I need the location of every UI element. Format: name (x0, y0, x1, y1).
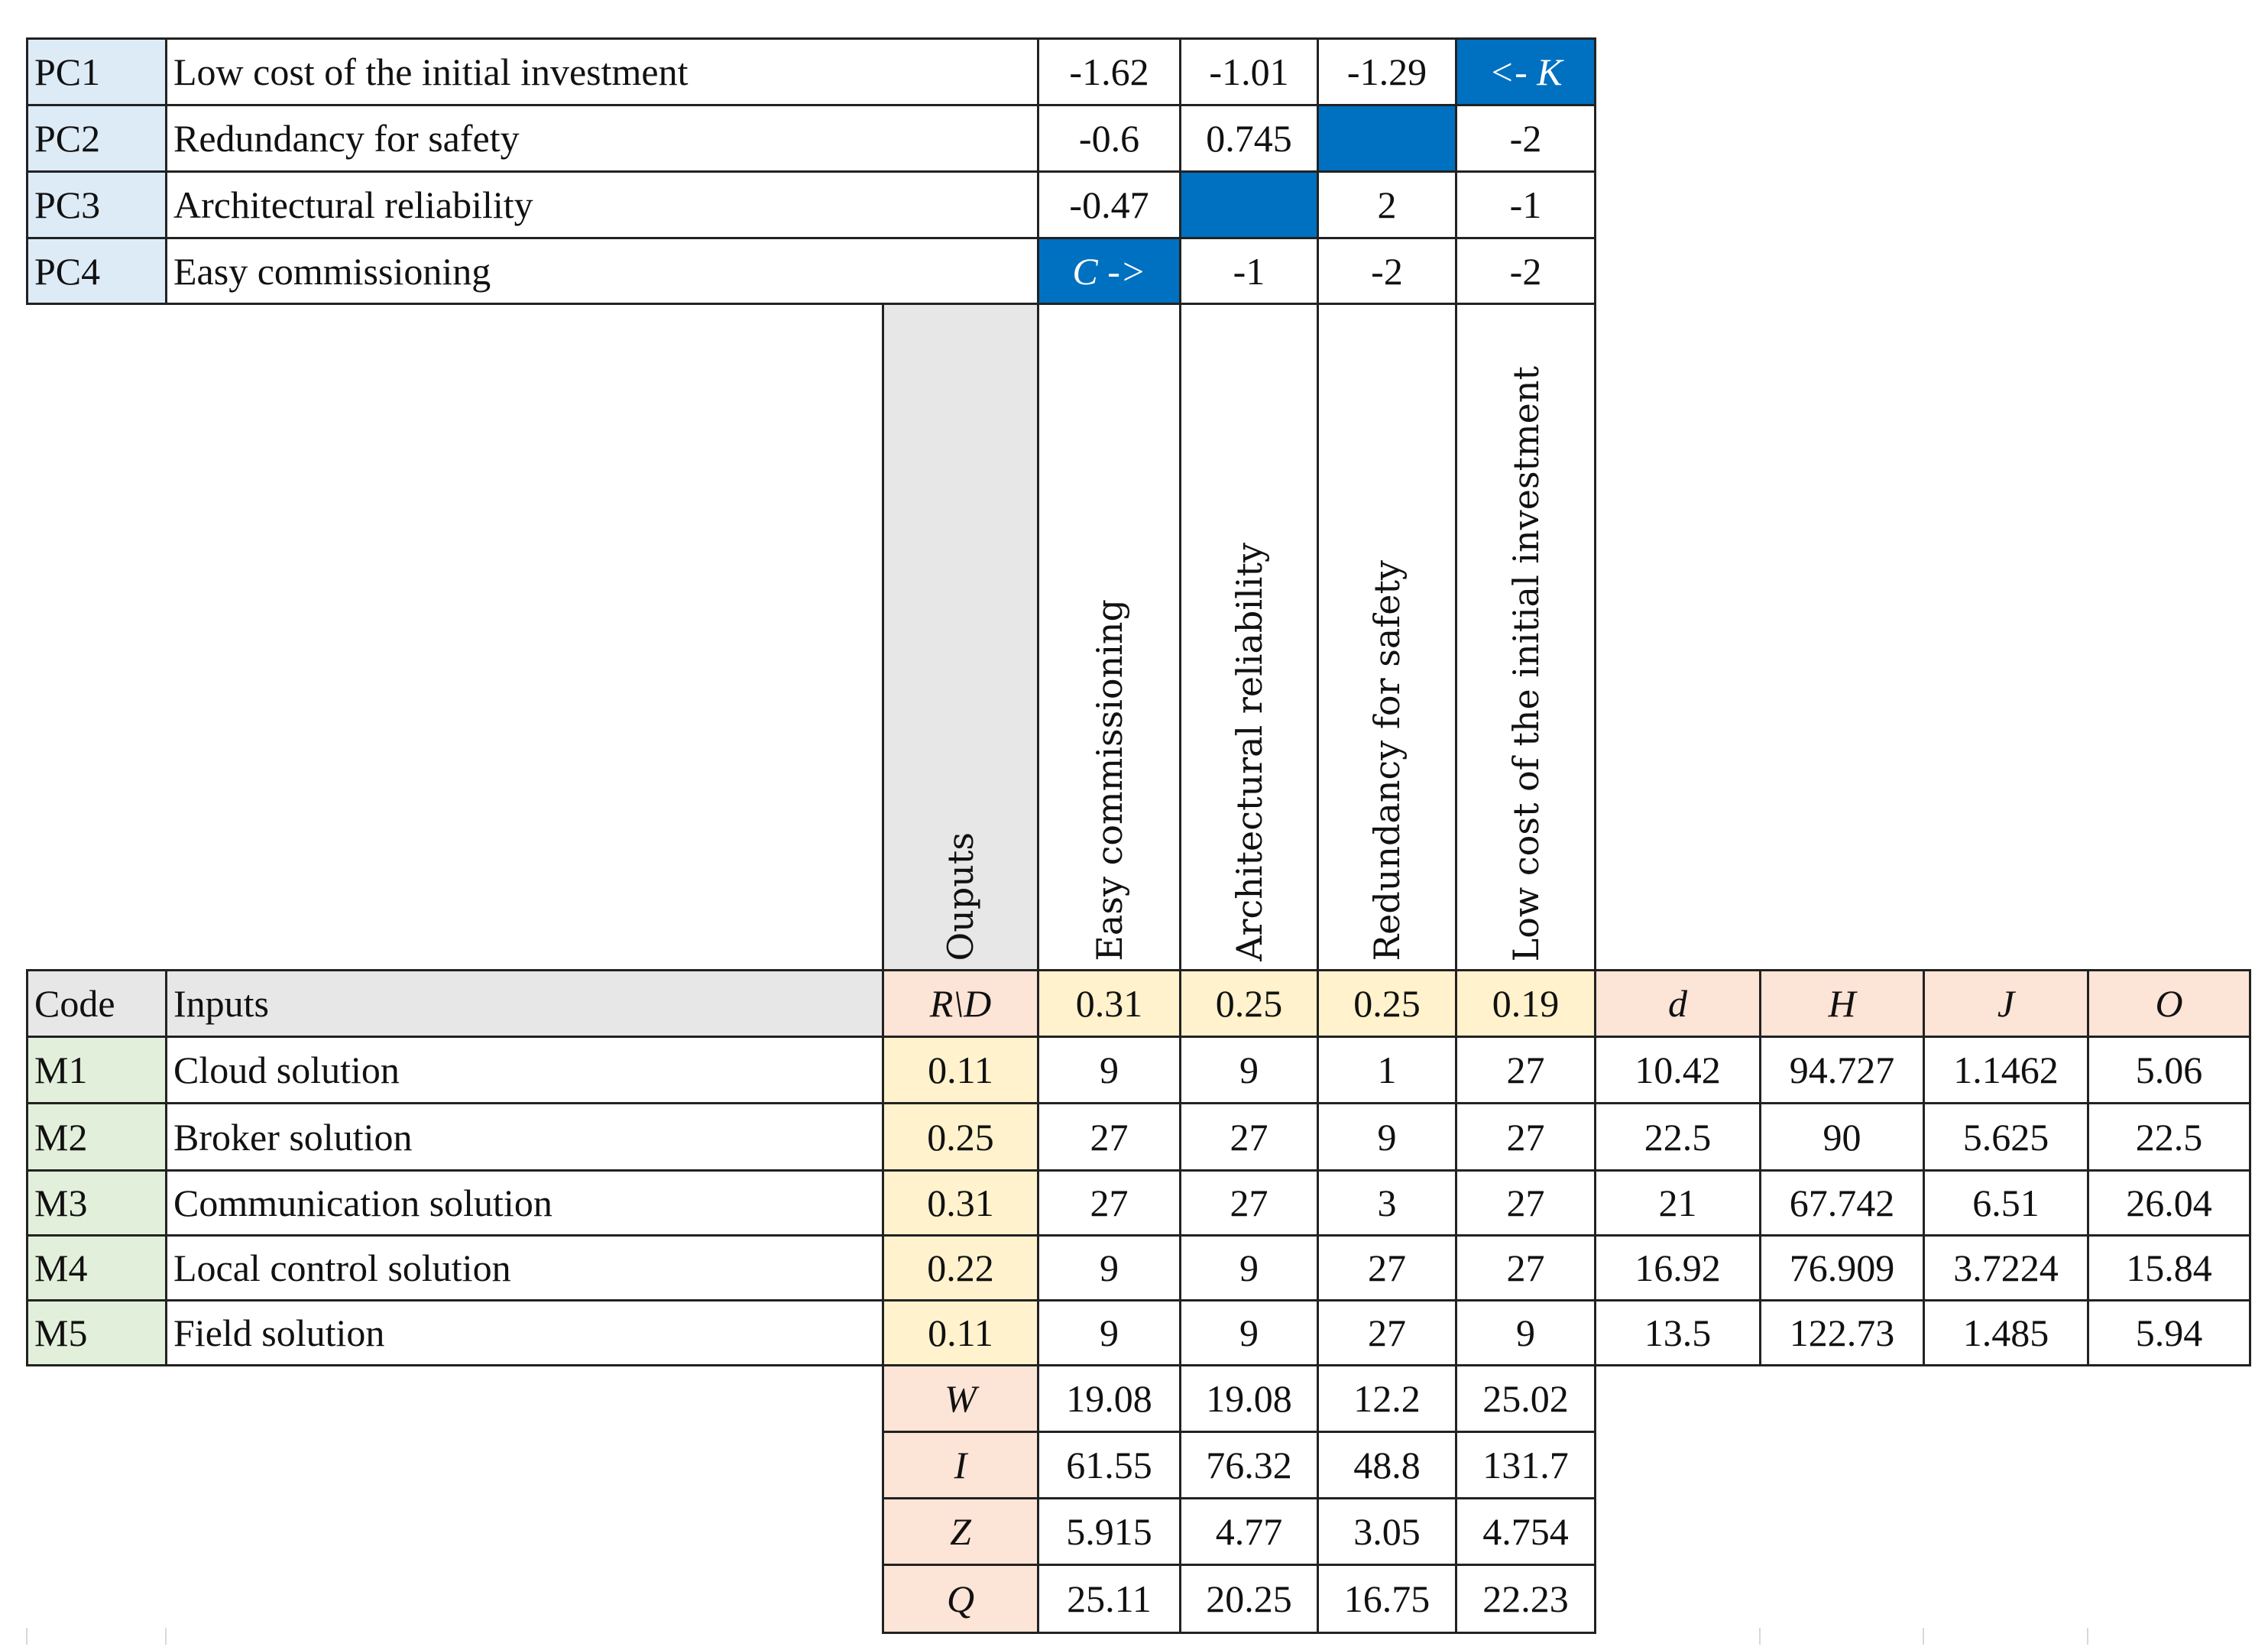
criterion-header (1037, 303, 1181, 971)
correlation-value: -2 (1455, 237, 1596, 305)
relation-value: 27 (1455, 1169, 1596, 1237)
j-header: J (1923, 969, 2089, 1038)
relation-value: 9 (1037, 1036, 1181, 1104)
outputs-header-text: Ouputs (940, 832, 981, 961)
relation-value: 27 (1037, 1169, 1181, 1237)
pc-code: PC4 (26, 237, 167, 305)
criterion-weight: 0.19 (1455, 969, 1596, 1038)
relation-value: 27 (1455, 1036, 1596, 1104)
output-weight: 0.11 (882, 1299, 1039, 1366)
h-header: H (1759, 969, 1925, 1038)
j-value: 1.485 (1923, 1299, 2089, 1366)
diagonal-cell (1317, 104, 1457, 173)
output-weight: 0.11 (882, 1036, 1039, 1104)
diagonal-cell (1179, 170, 1319, 239)
m-code: M3 (26, 1169, 167, 1237)
j-value: 6.51 (1923, 1169, 2089, 1237)
o-value: 22.5 (2087, 1102, 2251, 1172)
d-value: 22.5 (1594, 1102, 1761, 1172)
criterion-header (1455, 303, 1596, 971)
input-label: Local control solution (165, 1234, 884, 1302)
relation-value: 27 (1317, 1299, 1457, 1366)
relation-value: 9 (1179, 1234, 1319, 1302)
criterion-weight: 0.25 (1317, 969, 1457, 1038)
correlation-value: -1.01 (1179, 37, 1319, 106)
summary-value: 4.754 (1455, 1497, 1596, 1566)
summary-value: 4.77 (1179, 1497, 1319, 1566)
pc-label: Low cost of the initial investment (165, 37, 1039, 106)
relation-value: 9 (1037, 1299, 1181, 1366)
input-label: Broker solution (165, 1102, 884, 1172)
d-value: 10.42 (1594, 1036, 1761, 1104)
j-value: 1.1462 (1923, 1036, 2089, 1104)
summary-value: 20.25 (1179, 1564, 1319, 1634)
o-value: 5.94 (2087, 1299, 2251, 1366)
pc-code: PC3 (26, 170, 167, 239)
summary-value: 131.7 (1455, 1431, 1596, 1499)
m-code: M2 (26, 1102, 167, 1172)
gridline-tick (2087, 1628, 2088, 1645)
pc-label: Easy commissioning (165, 237, 1039, 305)
summary-value: 25.02 (1455, 1364, 1596, 1433)
summary-value: 22.23 (1455, 1564, 1596, 1634)
gridline-tick (165, 1628, 167, 1645)
code-header: Code (26, 969, 167, 1038)
d-value: 21 (1594, 1169, 1761, 1237)
correlation-value: -1 (1179, 237, 1319, 305)
correlation-value: -1 (1455, 170, 1596, 239)
h-value: 94.727 (1759, 1036, 1925, 1104)
o-value: 26.04 (2087, 1169, 2251, 1237)
relation-value: 27 (1179, 1169, 1319, 1237)
o-value: 5.06 (2087, 1036, 2251, 1104)
relation-value: 9 (1455, 1299, 1596, 1366)
gridline-tick (26, 1628, 28, 1645)
pc-code: PC1 (26, 37, 167, 106)
j-value: 5.625 (1923, 1102, 2089, 1172)
m-code: M5 (26, 1299, 167, 1366)
h-value: 67.742 (1759, 1169, 1925, 1237)
summary-value: 5.915 (1037, 1497, 1181, 1566)
criterion-header-text: Redundancy for safety (1366, 560, 1408, 961)
inputs-header: Inputs (165, 969, 884, 1038)
pc-code: PC2 (26, 104, 167, 173)
summary-value: 48.8 (1317, 1431, 1457, 1499)
relation-value: 1 (1317, 1036, 1457, 1104)
summary-value: 19.08 (1179, 1364, 1319, 1433)
outputs-header (882, 303, 1039, 971)
summary-value: 25.11 (1037, 1564, 1181, 1634)
gridline-tick (1923, 1628, 1924, 1645)
j-value: 3.7224 (1923, 1234, 2089, 1302)
relation-value: 27 (1455, 1234, 1596, 1302)
input-label: Cloud solution (165, 1036, 884, 1104)
relation-value: 27 (1037, 1102, 1181, 1172)
summary-value: 19.08 (1037, 1364, 1181, 1433)
gridline-tick (1759, 1628, 1761, 1645)
d-value: 13.5 (1594, 1299, 1761, 1366)
output-weight: 0.31 (882, 1169, 1039, 1237)
o-value: 15.84 (2087, 1234, 2251, 1302)
correlation-value: -2 (1317, 237, 1457, 305)
relation-value: 27 (1455, 1102, 1596, 1172)
d-header: d (1594, 969, 1761, 1038)
summary-value: 61.55 (1037, 1431, 1181, 1499)
summary-label: I (882, 1431, 1039, 1499)
k-marker-cell: <- K (1455, 37, 1596, 106)
criterion-header (1317, 303, 1457, 971)
criterion-header-text: Low cost of the initial investment (1505, 365, 1547, 961)
input-label: Field solution (165, 1299, 884, 1366)
h-value: 76.909 (1759, 1234, 1925, 1302)
criterion-weight: 0.31 (1037, 969, 1181, 1038)
pc-label: Redundancy for safety (165, 104, 1039, 173)
h-value: 122.73 (1759, 1299, 1925, 1366)
h-value: 90 (1759, 1102, 1925, 1172)
summary-label: W (882, 1364, 1039, 1433)
o-header: O (2087, 969, 2251, 1038)
c-marker-cell: C -> (1037, 237, 1181, 305)
relation-value: 9 (1179, 1036, 1319, 1104)
m-code: M4 (26, 1234, 167, 1302)
relation-value: 9 (1037, 1234, 1181, 1302)
correlation-value: -0.47 (1037, 170, 1181, 239)
relation-value: 9 (1317, 1102, 1457, 1172)
summary-label: Q (882, 1564, 1039, 1634)
rd-header: R\D (882, 969, 1039, 1038)
relation-value: 9 (1179, 1299, 1319, 1366)
criterion-header (1179, 303, 1319, 971)
correlation-value: -1.62 (1037, 37, 1181, 106)
criterion-header-text: Easy commissioning (1088, 599, 1130, 961)
correlation-value: -2 (1455, 104, 1596, 173)
m-code: M1 (26, 1036, 167, 1104)
summary-label: Z (882, 1497, 1039, 1566)
relation-value: 3 (1317, 1169, 1457, 1237)
summary-value: 76.32 (1179, 1431, 1319, 1499)
summary-value: 12.2 (1317, 1364, 1457, 1433)
relation-value: 27 (1179, 1102, 1319, 1172)
correlation-value: 0.745 (1179, 104, 1319, 173)
correlation-value: -1.29 (1317, 37, 1457, 106)
output-weight: 0.25 (882, 1102, 1039, 1172)
pc-label: Architectural reliability (165, 170, 1039, 239)
input-label: Communication solution (165, 1169, 884, 1237)
output-weight: 0.22 (882, 1234, 1039, 1302)
summary-value: 16.75 (1317, 1564, 1457, 1634)
relation-value: 27 (1317, 1234, 1457, 1302)
criterion-weight: 0.25 (1179, 969, 1319, 1038)
criterion-header-text: Architectural reliability (1228, 543, 1270, 961)
summary-value: 3.05 (1317, 1497, 1457, 1566)
d-value: 16.92 (1594, 1234, 1761, 1302)
correlation-value: 2 (1317, 170, 1457, 239)
correlation-value: -0.6 (1037, 104, 1181, 173)
